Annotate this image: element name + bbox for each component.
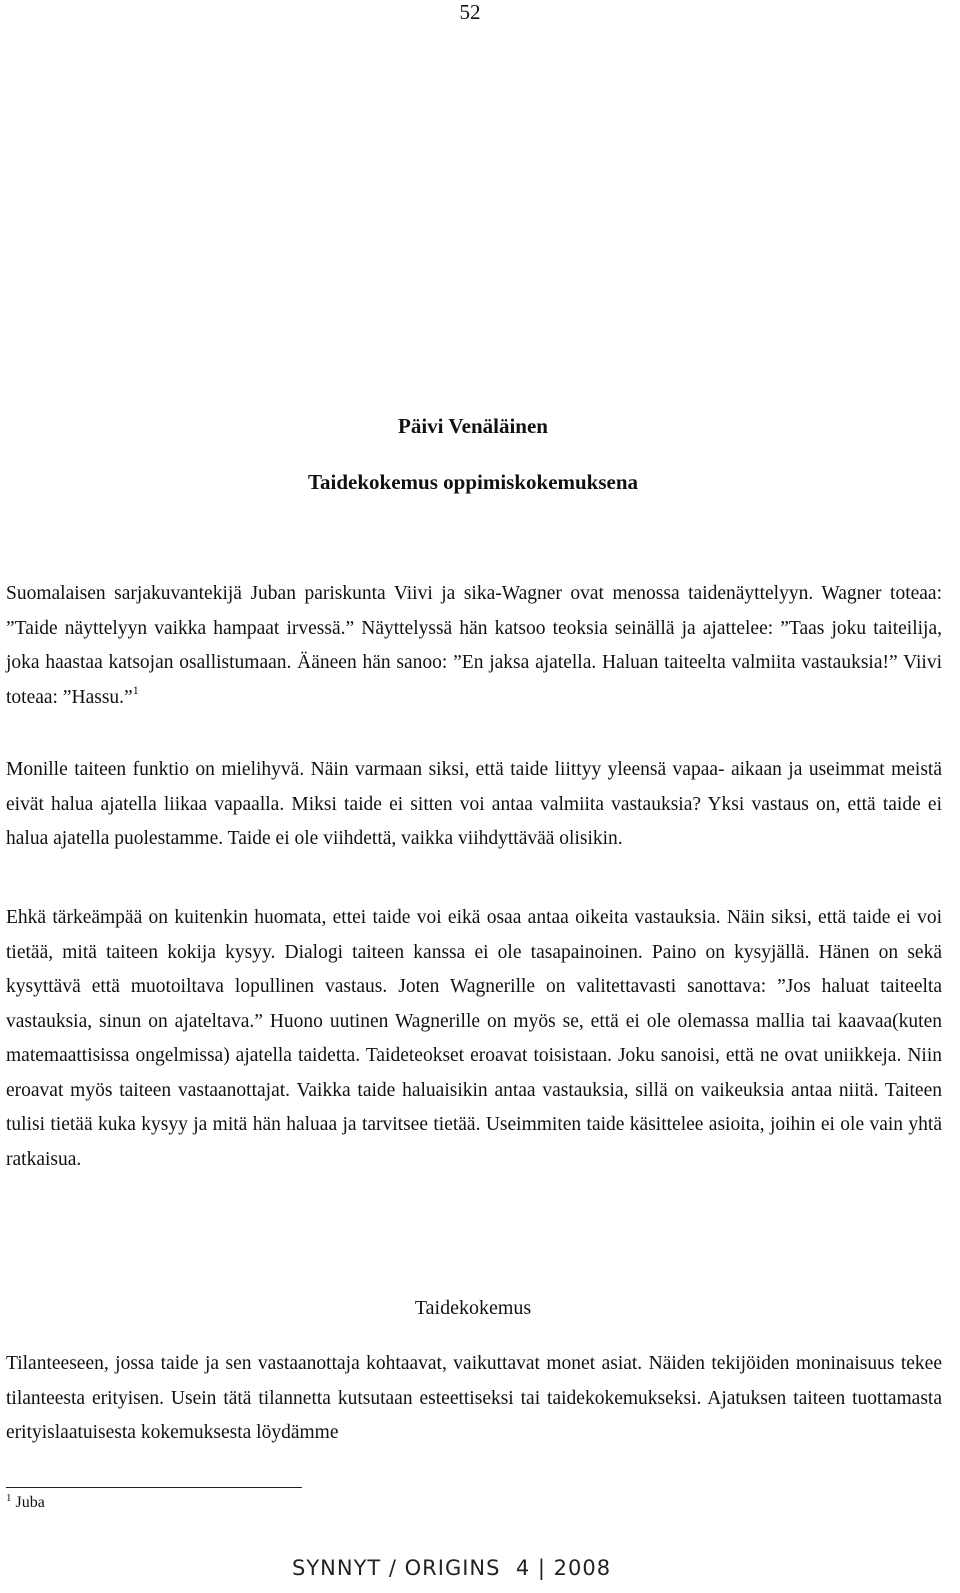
article-author: Päivi Venäläinen (398, 414, 548, 438)
footnote-divider (6, 1487, 302, 1488)
paragraph-1-text: Suomalaisen sarjakuvantekijä Juban pariskunta Viivi ja sika-Wagner ovat menossa taidenäyttelyyn. Wagner toteaa: ”Taide näyttelyyn vaikka hampaat irvessä.” Näyttelyssä hän katsoo teoksia seinällä ja ajattelee: ”Taas joku taiteilija, joka haastaa katsojan osallistumaan. Ääneen hän sanoo: ”En jaksa ajatella. Haluan taiteelta valmiita vastauksia!” Viivi toteaa: ”Hassu.” (6, 583, 942, 708)
footnote-1 (6, 1494, 45, 1512)
paragraph-3: Ehkä tärkeämpää on kuitenkin huomata, ettei taide voi eikä osaa antaa oikeita vastauksia. Näin siksi, että taide ei voi tietää, mitä taiteen kokija kysyy. Dialogi taiteen kanssa ei ole tasapainoinen. Paino on kysyjällä. Hänen on sekä kysyttävä että muotoiltava lopullinen vastaus. Joten Wagnerille on valitettavasti sanottava: ”Jos haluat taiteelta vastauksia, sinun on ajateltava.” Huono uutinen Wagnerille on myös se, että ei ole olemassa mallia tai kaavaa(kuten matemaattisissa ongelmissa) ajatella taidetta. Taideteokset eroavat toisistaan. Joku sanoisi, että ne ovat uniikkeja. Niin eroavat myös taiteen vastaanottajat. Vaikka taide haluaisikin antaa vastauksia, sillä on vaikeuksia antaa niitä. Taiteen tulisi tietää kuka kysyy ja mitä hän haluaa ja tarvitsee tietää. Useimmiten taide käsittelee asioita, joihin ei ole vain yhtä ratkaisua. (6, 907, 942, 1170)
article-title: Taidekokemus oppimiskokemuksena (307, 470, 639, 494)
paragraph-2: Monille taiteen funktio on mielihyvä. Näin varmaan siksi, että taide liittyy yleensä vapaa- aikaan ja useimmat meistä eivät halua ajatella liikaa vapaalla. Miksi taide ei sitten voi antaa valmiita vastauksia? Yksi vastaus on, että taide ei halua ajatella puolestamme. Taide ei ole viihdettä, vaikka viihdyttävää olisikin. (6, 759, 942, 849)
paragraph-4: Tilanteeseen, jossa taide ja sen vastaanottaja kohtaavat, vaikuttavat monet asiat. Näiden tekijöiden moninaisuus tekee tilanteesta erityisen. Usein tätä tilannetta kutsutaan esteettiseksi tai taidekokemukseksi. Ajatuksen taiteen tuottamasta erityislaatuisesta kokemuksesta löydämme (6, 1353, 942, 1443)
footnote-marker: 1 (6, 1492, 12, 1504)
journal-footer: SYNNYT / ORIGINS 4 | 2008 (292, 1556, 612, 1580)
footnote-text: Juba (11, 1494, 45, 1511)
paragraph-1 (6, 577, 942, 715)
footnote-reference[interactable]: 1 (132, 682, 139, 697)
section-heading: Taidekokemus (414, 1297, 532, 1319)
page-number: 52 (459, 0, 481, 24)
